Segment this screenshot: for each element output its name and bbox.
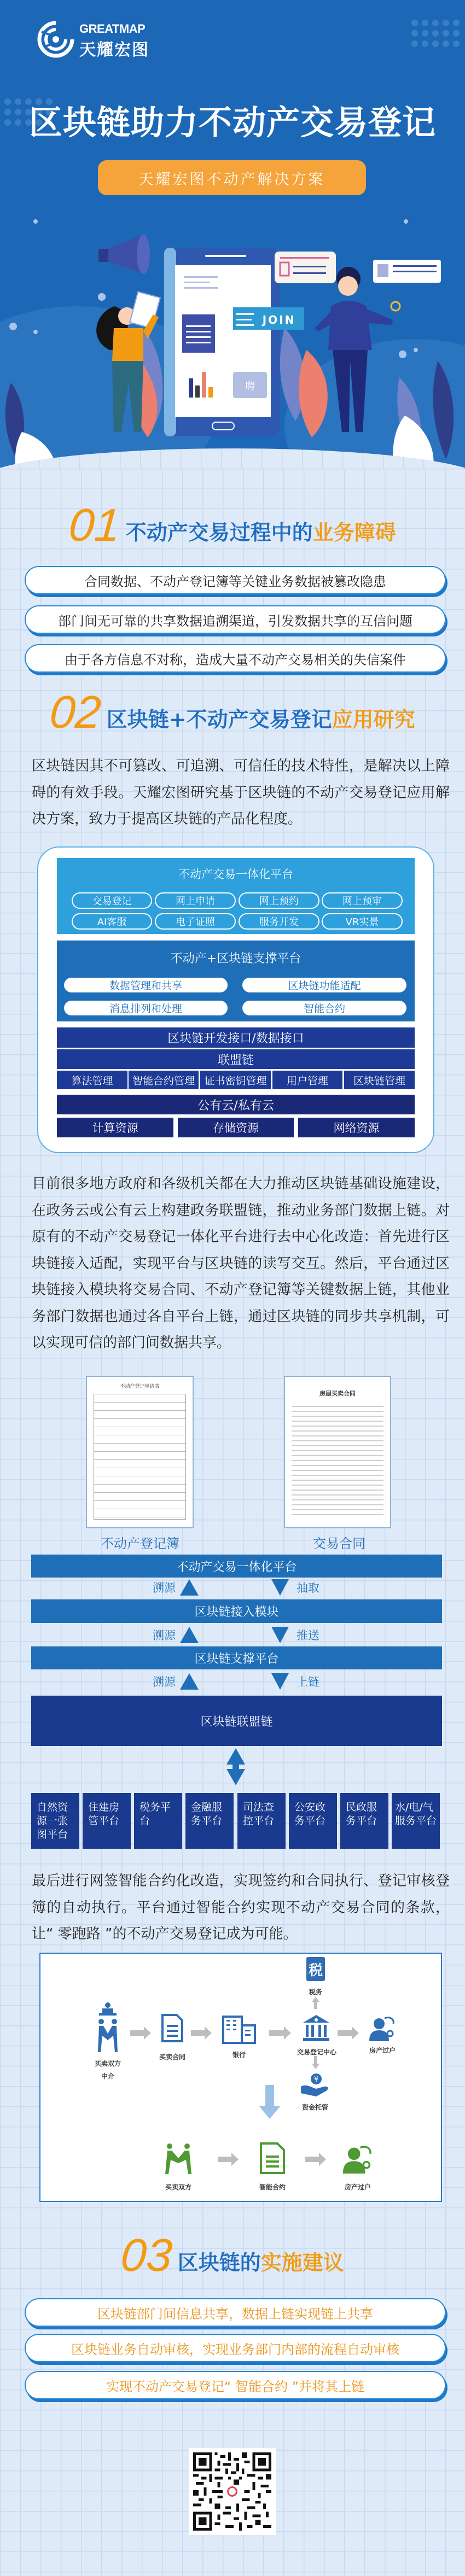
arrow-icon — [305, 2157, 319, 2162]
platform-item: VR实景 — [322, 913, 403, 930]
department-platform: 自然资源一张图平台 — [31, 1793, 79, 1849]
management-cell: 证书密钥管理 — [200, 1071, 271, 1089]
flow-label: 中介 — [101, 2072, 114, 2080]
document-title: 不动产登记申请表 — [120, 1384, 160, 1389]
section-2-heading — [0, 686, 465, 738]
flow-label: 房产过户 — [344, 2183, 371, 2191]
section-title-orange: 实施建议 — [260, 2251, 344, 2275]
arrow-icon — [191, 2030, 205, 2036]
support-title: 不动产+区块链支撑平台 — [170, 952, 301, 966]
trace-label: 溯源 — [153, 1675, 176, 1689]
department-platform: 金融服务平台 — [185, 1793, 234, 1849]
extract-label: 抽取 — [297, 1581, 319, 1594]
stack-layer: 区块链联盟链 — [31, 1696, 442, 1746]
megaphone-icon — [98, 235, 150, 274]
flow-label: 买卖双方 — [94, 2060, 121, 2067]
hero-banner — [0, 0, 465, 470]
resource-cell: 网络资源 — [298, 1118, 415, 1137]
arrow-icon — [130, 2030, 144, 2036]
stack-layer: 区块链接入模块 — [31, 1599, 442, 1623]
hero-illustration — [0, 208, 465, 470]
page-title: 区块链助力不动产交易登记 — [28, 103, 436, 142]
arrow-icon — [269, 2030, 284, 2036]
platform-item: 服务开发 — [239, 913, 319, 930]
registration-form-image — [86, 1376, 194, 1528]
greatmap-logo-icon — [37, 21, 74, 58]
support-item: 数据管理和共享 — [64, 978, 228, 992]
consortium-layer: 联盟链 — [57, 1049, 415, 1069]
support-item: 区块链功能适配 — [242, 978, 406, 992]
department-platform: 水/电/气服务平台 — [392, 1793, 440, 1849]
department-platform: 住建房管平台 — [83, 1793, 131, 1849]
flow-label: 房产过户 — [369, 2047, 396, 2054]
interface-layer: 区块链开发接口/数据接口 — [57, 1027, 415, 1048]
intro-paragraph: 区块链因其不可篡改、可追溯、可信任的技术特性，是解决以上障碍的有效手段。天耀宏图研究基于区块链的不动产交易登记应用解决方案，致力于提高区块链的产品化程度。 — [32, 758, 450, 827]
section-number: 01 — [67, 499, 122, 551]
arrow-icon — [218, 2157, 232, 2162]
push-label: 推送 — [297, 1629, 319, 1642]
stack-layer: 区块链支撑平台 — [31, 1646, 442, 1669]
qr-code[interactable] — [189, 2448, 276, 2535]
svg-text:¥: ¥ — [313, 2076, 319, 2084]
arrow-up-icon — [312, 1997, 319, 2009]
section-title-blue: 区块链+不动产交易登记 — [106, 708, 332, 732]
platform-item: 网上申请 — [155, 892, 236, 909]
up-arrow-icon — [180, 1627, 199, 1643]
arrow-down-icon — [312, 2056, 319, 2069]
trace-label: 溯源 — [153, 1581, 176, 1594]
section-number: 02 — [48, 686, 103, 738]
resource-cell: 存储资源 — [178, 1118, 294, 1137]
flow-label: 交易登记中心 — [297, 2048, 336, 2056]
arrow-icon — [338, 2030, 352, 2036]
tax-icon — [306, 1957, 325, 1981]
up-arrow-icon — [180, 1673, 199, 1690]
document-title: 房屋买卖合同 — [319, 1390, 356, 1397]
section-title-blue: 区块链的 — [177, 2251, 261, 2275]
flow-label: 资金托管 — [301, 2104, 328, 2111]
up-arrow-icon — [180, 1579, 199, 1596]
management-cell: 区块链管理 — [344, 1071, 415, 1089]
stack-layer: 不动产交易一体化平台 — [31, 1555, 442, 1578]
dots-decoration — [411, 20, 460, 47]
platform-item: 网上预约 — [239, 892, 319, 909]
bank-building-icon — [222, 2016, 256, 2044]
department-platform: 司法查控平台 — [237, 1793, 286, 1849]
flow-label: 税务 — [309, 1988, 322, 1996]
flow-label: 买卖双方 — [165, 2183, 191, 2191]
fund-custody-icon — [300, 2073, 330, 2096]
smart-contract-icon — [260, 2142, 285, 2174]
department-platform: 公安政务平台 — [289, 1793, 337, 1849]
contract-image — [284, 1376, 391, 1528]
cloud-layer: 公有云/私有云 — [57, 1095, 415, 1114]
subtitle-badge: 天耀宏图不动产解决方案 — [98, 160, 366, 195]
down-arrow-icon — [271, 1627, 289, 1643]
department-platform: 税务平台 — [134, 1793, 182, 1849]
resource-cell: 计算资源 — [57, 1118, 173, 1137]
section-number: 03 — [119, 2229, 174, 2281]
section-title-orange: 应用研究 — [332, 708, 415, 732]
down-arrow-icon — [271, 1579, 289, 1596]
property-transfer-icon — [369, 2016, 396, 2041]
management-cell: 算法管理 — [57, 1071, 127, 1089]
recommendation-item: 区块链部门间信息共享，数据上链实现链上共享 — [25, 2298, 446, 2327]
obstacle-item: 部门间无可靠的共享数据追溯渠道，引发数据共享的互信问题 — [25, 605, 446, 634]
obstacle-item: 合同数据、不动产登记簿等关键业务数据被篡改隐患 — [25, 566, 446, 594]
property-transfer-icon — [342, 2145, 374, 2174]
recommendation-item: 实现不动产交易登记“ 智能合约 ”并将其上链 — [25, 2371, 446, 2399]
brand-name-en: GREATMAP — [79, 22, 146, 36]
section-title-orange: 业务障碍 — [312, 521, 396, 545]
body-paragraph: 最后进行网签智能合约化改造，实现签约和合同执行、登记审核登簿的自动执行。平台通过智能合约实现不动产交易合同的条款，让“ 零跑路 ”的不动产交易登记成为可能。 — [32, 1873, 450, 1942]
flow-label: 银行 — [232, 2051, 246, 2059]
buyer-seller-icon — [164, 2143, 193, 2174]
platform-item: AI客服 — [72, 913, 152, 930]
flow-label: 买卖合同 — [159, 2053, 185, 2061]
brand-name-cn: 天耀宏图 — [79, 40, 149, 60]
phone-illustration — [164, 248, 280, 436]
section-3-heading — [0, 2229, 465, 2281]
platform-title: 不动产交易一体化平台 — [178, 868, 293, 881]
registration-center-icon — [302, 2014, 330, 2042]
platform-item: 电子证照 — [155, 913, 236, 930]
section-title-blue: 不动产交易过程中的 — [125, 521, 313, 545]
flow-label: 智能合约 — [259, 2183, 286, 2191]
support-item: 智能合约 — [242, 1001, 406, 1015]
document-label: 不动产登记簿 — [101, 1536, 179, 1551]
join-label: JOIN — [262, 313, 296, 326]
big-down-arrow-icon — [259, 2085, 281, 2119]
section-1-heading — [0, 499, 465, 551]
qr-code-pattern-icon — [193, 2452, 271, 2531]
support-item: 消息排列和处理 — [64, 1001, 228, 1015]
body-paragraph: 目前很多地方政府和各级机关都在大力推动区块链基础设施建设，在政务云或公有云上构建政务联盟链，推动业务部门数据上链。对原有的不动产交易登记一体化平台进行去中心化改造：首先进行区块链接入适配，实现平台与区块链的读写交互。然后，平台通过区块链接入模块将交易合同、不动产登记簿等关键数据上链，其他业务部门数据也通过各自平台上链，通过区块链的同步共享机制，可以实现可信的部门间数据共享。 — [32, 1176, 450, 1351]
department-platform: 民政服务平台 — [340, 1793, 388, 1849]
buyer-seller-agent-icon — [96, 2002, 120, 2052]
man-illustration — [315, 267, 400, 432]
double-arrow-icon — [226, 1748, 246, 1785]
platform-item: 交易登记 — [72, 892, 152, 909]
obstacle-item: 由于各方信息不对称，造成大量不动产交易相关的失信案件 — [25, 644, 446, 673]
management-cell: 智能合约管理 — [129, 1071, 199, 1089]
folder-label: 聘 — [245, 381, 255, 392]
down-arrow-icon — [271, 1673, 289, 1690]
recommendation-item: 区块链业务自动审核，实现业务部门内部的流程自动审核 — [25, 2334, 446, 2362]
platform-item: 网上预审 — [322, 892, 403, 909]
onchain-label: 上链 — [297, 1675, 319, 1689]
document-label: 交易合同 — [313, 1536, 365, 1551]
svg-text:税: 税 — [308, 1962, 323, 1979]
trace-label: 溯源 — [153, 1629, 176, 1642]
contract-document-icon — [161, 2014, 183, 2042]
management-cell: 用户管理 — [272, 1071, 342, 1089]
smart-contract-flow-diagram — [39, 1953, 442, 2202]
